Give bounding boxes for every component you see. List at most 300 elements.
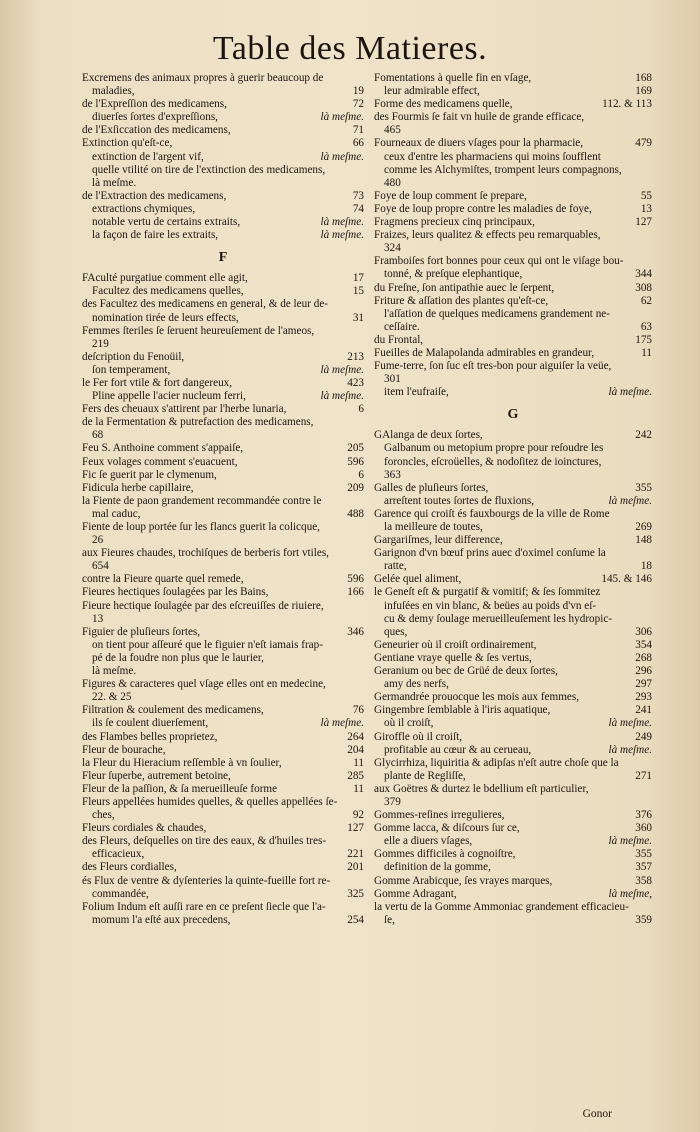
index-entry <box>374 757 652 770</box>
entry-text: Foye de loup propre contre les maladies de foye, <box>374 202 592 215</box>
entry-text: 465 <box>384 124 401 137</box>
index-entry <box>374 216 652 229</box>
entry-text: 22. & 25 <box>92 691 132 704</box>
entry-page-ref: 127 <box>347 822 364 835</box>
entry-text: de l'Exſiccation des medicamens, <box>82 124 231 137</box>
index-entry <box>82 338 364 351</box>
entry-page-ref: 92 <box>352 809 364 822</box>
entry-page-ref: 71 <box>352 124 364 137</box>
index-entry <box>82 901 364 914</box>
entry-page-ref: 166 <box>347 586 364 599</box>
entry-text: Fiente de loup portée ſur les flancs guerit la colicque, <box>82 521 320 533</box>
entry-page-ref: 268 <box>635 651 652 664</box>
index-entry <box>82 770 364 783</box>
entry-page-ref: 145. & 146 <box>601 573 652 586</box>
index-entry <box>374 124 652 137</box>
index-entry <box>82 796 364 809</box>
entry-page-ref: 18 <box>640 560 652 573</box>
entry-page-ref: 293 <box>635 691 652 704</box>
entry-page-ref: là meſme. <box>320 111 364 124</box>
entry-text: Gingembre ſemblable à l'iris aquatique, <box>374 704 551 717</box>
entry-text: FAculté purgatiue comment elle agit, <box>82 272 248 285</box>
index-column-right <box>374 72 652 927</box>
index-entry <box>374 796 652 809</box>
index-entry <box>374 282 652 295</box>
index-entry <box>82 229 364 242</box>
entry-text: Geneurier où il croiſt ordinairement, <box>374 638 537 651</box>
entry-page-ref: 596 <box>347 573 364 586</box>
entry-text: Extinction qu'eſt-ce, <box>82 137 173 150</box>
entry-text: arreſtent toutes ſortes de fluxions, <box>384 494 535 507</box>
index-entry <box>82 429 364 442</box>
entry-page-ref: 72 <box>352 98 364 111</box>
index-entry <box>374 164 652 177</box>
entry-text: du Frontal, <box>374 333 424 346</box>
entry-text: ceſſaire. <box>384 320 420 333</box>
entry-page-ref: 355 <box>635 481 652 494</box>
entry-text: la Fiente de paon grandement recommandée contre le <box>82 494 322 507</box>
entry-page-ref: 354 <box>635 638 652 651</box>
index-entry <box>374 85 652 98</box>
entry-page-ref: 112. & 113 <box>602 98 652 111</box>
entry-text: où il croiſt, <box>384 717 434 730</box>
entry-text: ceux d'entre les pharmaciens qui moins ſoufflent <box>384 150 601 163</box>
index-entry <box>374 586 652 599</box>
entry-page-ref: 346 <box>347 625 364 638</box>
entry-text: notable vertu de certains extraits, <box>92 216 241 229</box>
entry-page-ref: 241 <box>635 704 652 717</box>
entry-text: 219 <box>92 337 109 350</box>
entry-page-ref: 271 <box>635 769 652 782</box>
entry-text: aux Fieures chaudes, trochiſques de berberis fort vtiles, <box>82 547 329 560</box>
entry-page-ref: 306 <box>635 625 652 638</box>
entry-text: l'aſſation de quelques medicamens grandement ne- <box>384 307 610 320</box>
entry-page-ref: 148 <box>635 534 652 547</box>
index-entry <box>374 914 652 927</box>
index-entry <box>82 137 364 150</box>
entry-text: mal caduc, <box>92 507 141 520</box>
entry-text: Gomme lacca, & diſcours ſur ce, <box>374 822 520 835</box>
entry-text: Friture & aſſation des plantes qu'eſt-ce, <box>374 294 549 307</box>
entry-page-ref: 76 <box>352 704 364 717</box>
index-entry <box>374 268 652 281</box>
index-entry <box>82 190 364 203</box>
entry-text: ils ſe coulent diuerſement, <box>92 717 209 730</box>
index-entry <box>82 203 364 216</box>
entry-page-ref: 201 <box>347 861 364 874</box>
index-entry <box>82 704 364 717</box>
entry-page-ref: là meſme. <box>608 494 652 507</box>
entry-text: Folium Indum eſt auſſi rare en ce preſent ſiecle que l'a- <box>82 900 326 913</box>
entry-text: ches, <box>92 809 115 822</box>
index-entry <box>82 164 364 177</box>
index-entry <box>82 613 364 626</box>
entry-text: des Fleurs cordialles, <box>82 861 177 874</box>
index-entry <box>374 534 652 547</box>
index-entry <box>82 390 364 403</box>
entry-text: quelle vtilité on tire de l'extinction des medicamens, <box>92 163 326 176</box>
index-entry <box>374 888 652 901</box>
index-entry <box>374 72 652 85</box>
index-entry <box>374 731 652 744</box>
entry-text: 301 <box>384 373 401 386</box>
index-entry <box>82 914 364 927</box>
entry-text: Garignon d'vn bœuf prins auec d'oximel conſume la <box>374 547 606 560</box>
index-entry <box>82 85 364 98</box>
index-entry <box>82 216 364 229</box>
entry-page-ref: 62 <box>640 294 652 307</box>
entry-page-ref: 376 <box>635 809 652 822</box>
entry-page-ref: 242 <box>635 429 652 442</box>
index-entry <box>82 111 364 124</box>
index-entry <box>374 360 652 373</box>
index-entry <box>374 521 652 534</box>
index-entry <box>374 495 652 508</box>
entry-text: le Fer fort vtile & fort dangereux, <box>82 376 233 389</box>
entry-text: Geranium ou bec de Grüé de deux ſortes, <box>374 665 558 678</box>
entry-page-ref: 13 <box>640 202 652 215</box>
section-letter: F <box>218 250 228 266</box>
index-entry <box>374 203 652 216</box>
index-entry <box>82 586 364 599</box>
entry-text: des Fleurs, deſquelles on tire des eaux, & d'huiles tres- <box>82 835 327 848</box>
entry-text: contre la Fieure quarte quel remede, <box>82 573 244 586</box>
entry-page-ref: 175 <box>635 333 652 346</box>
entry-text: Fieure hectique ſoulagée par des eſcreuiſſes de riuiere, <box>82 599 324 612</box>
index-entry <box>374 560 652 573</box>
index-entry <box>374 98 652 111</box>
entry-page-ref: 344 <box>635 268 652 281</box>
index-entry <box>82 534 364 547</box>
entry-text: tonné, & preſque elephantique, <box>384 268 523 281</box>
entry-page-ref: 358 <box>635 874 652 887</box>
index-entry <box>374 744 652 757</box>
entry-text: Fic ſe guerit par le clymenum, <box>82 468 217 481</box>
entry-text: infuſées en vin blanc, & beües au poids d'vn eſ- <box>384 599 597 612</box>
entry-text: ratte, <box>384 560 407 573</box>
entry-page-ref: là meſme. <box>320 717 364 730</box>
index-entry <box>374 861 652 874</box>
page-title: Table des Matieres. <box>212 30 488 67</box>
index-entry <box>82 848 364 861</box>
entry-text: Galbanum ou metopium propre pour reſoudre les <box>384 442 604 455</box>
index-entry <box>374 373 652 386</box>
index-entry <box>374 508 652 521</box>
entry-page-ref: 17 <box>352 272 364 285</box>
entry-page-ref: 360 <box>635 822 652 835</box>
index-entry <box>82 482 364 495</box>
entry-text: là meſme. <box>92 176 137 189</box>
index-entry <box>374 848 652 861</box>
entry-page-ref: 169 <box>635 85 652 98</box>
index-entry <box>82 442 364 455</box>
index-entry <box>82 495 364 508</box>
entry-text: Femmes ſteriles ſe ſeruent heureuſement de l'ameos, <box>82 324 315 337</box>
entry-page-ref: 297 <box>635 678 652 691</box>
entry-text: Gargariſmes, leur difference, <box>374 534 503 547</box>
index-entry <box>374 429 652 442</box>
entry-text: amy des nerfs, <box>384 678 449 691</box>
index-entry <box>82 678 364 691</box>
index-entry <box>374 704 652 717</box>
entry-page-ref: 209 <box>347 481 364 494</box>
index-entry <box>374 626 652 639</box>
index-entry <box>82 875 364 888</box>
index-entry <box>374 347 652 360</box>
index-entry <box>374 613 652 626</box>
index-entry <box>82 403 364 416</box>
entry-text: Gommes difficiles à cognoiſtre, <box>374 848 516 861</box>
index-entry <box>374 809 652 822</box>
entry-text: leur admirable effect, <box>384 85 480 98</box>
index-entry <box>374 835 652 848</box>
entry-text: Galles de pluſieurs ſortes, <box>374 481 489 494</box>
index-entry <box>82 124 364 137</box>
index-entry <box>82 744 364 757</box>
index-entry <box>82 573 364 586</box>
entry-page-ref: 308 <box>635 281 652 294</box>
entry-text: Gelée quel aliment, <box>374 573 462 586</box>
index-entry <box>374 573 652 586</box>
entry-text: 13 <box>92 612 104 625</box>
index-entry <box>82 351 364 364</box>
entry-page-ref: 423 <box>347 376 364 389</box>
index-entry <box>374 639 652 652</box>
entry-page-ref: 359 <box>635 913 652 926</box>
entry-text: momum l'a eſté aux precedens, <box>92 913 231 926</box>
entry-text: pé de la foudre non plus que le laurier, <box>92 651 264 664</box>
entry-text: Gommes-reſines irregulieres, <box>374 809 505 822</box>
index-entry <box>374 901 652 914</box>
index-entry <box>374 442 652 455</box>
index-entry <box>82 731 364 744</box>
index-entry <box>82 783 364 796</box>
index-entry <box>82 98 364 111</box>
entry-text: Forme des medicamens quelle, <box>374 98 513 111</box>
index-entry <box>82 717 364 730</box>
entry-page-ref: là meſme. <box>608 386 652 399</box>
entry-text: là meſme. <box>92 665 137 678</box>
entry-text: Filtration & coulement des medicamens, <box>82 704 264 717</box>
index-entry <box>82 665 364 678</box>
entry-page-ref: 264 <box>347 730 364 743</box>
entry-text: Germandrée prouocque les mois aux femmes, <box>374 691 580 704</box>
index-entry <box>82 377 364 390</box>
index-entry <box>374 456 652 469</box>
entry-text: aux Goëtres & durtez le bdellium eſt particulier, <box>374 782 589 795</box>
entry-text: diuerſes ſortes d'expreſſions, <box>92 111 218 124</box>
index-entry <box>82 272 364 285</box>
index-entry <box>82 456 364 469</box>
entry-page-ref: 11 <box>641 346 652 359</box>
entry-text: Fidicula herbe capillaire, <box>82 481 194 494</box>
index-entry <box>374 652 652 665</box>
entry-text: 26 <box>92 534 104 547</box>
entry-text: Fueilles de Malapolanda admirables en grandeur, <box>374 346 595 359</box>
entry-page-ref: 127 <box>635 216 652 229</box>
index-column-left <box>82 72 364 927</box>
index-entry <box>374 469 652 482</box>
index-entry <box>374 242 652 255</box>
index-entry <box>374 822 652 835</box>
index-entry <box>82 547 364 560</box>
index-entry <box>82 639 364 652</box>
entry-text: GAlanga de deux ſortes, <box>374 429 483 442</box>
entry-page-ref: 66 <box>352 137 364 150</box>
entry-page-ref: là meſme. <box>320 390 364 403</box>
section-letter: G <box>507 407 519 423</box>
entry-text: nomination tirée de leurs effects, <box>92 311 239 324</box>
entry-text: ſon temperament, <box>92 363 171 376</box>
entry-page-ref: 11 <box>353 782 364 795</box>
index-entry <box>82 626 364 639</box>
index-entry <box>82 285 364 298</box>
index-entry <box>374 717 652 730</box>
index-entry <box>374 770 652 783</box>
index-entry <box>374 482 652 495</box>
entry-text: Fleurs appellées humides quelles, & quelles appellées ſe- <box>82 795 338 808</box>
index-entry <box>82 72 364 85</box>
index-entry <box>82 416 364 429</box>
entry-page-ref: 479 <box>635 137 652 150</box>
index-entry <box>374 308 652 321</box>
entry-page-ref: 31 <box>352 311 364 324</box>
entry-page-ref: 596 <box>347 455 364 468</box>
entry-page-ref: 6 <box>358 403 364 416</box>
catchword: Gonor <box>582 1108 612 1120</box>
index-entry <box>374 321 652 334</box>
entry-text: de l'Expreſſion des medicamens, <box>82 98 227 111</box>
index-entry <box>374 137 652 150</box>
entry-text: 379 <box>384 795 401 808</box>
entry-text: des Fourmis ſe fait vn huile de grande efficace, <box>374 111 585 124</box>
entry-text: deſcription du Fenoüil, <box>82 350 185 363</box>
entry-text: cu & demy ſoulage merueilleuſement les hydropic- <box>384 612 613 625</box>
index-entry <box>374 111 652 124</box>
index-entry <box>374 600 652 613</box>
entry-page-ref: là meſme. <box>608 743 652 756</box>
index-entry <box>82 691 364 704</box>
entry-text: des Flambes belles proprietez, <box>82 730 218 743</box>
index-entry <box>82 151 364 164</box>
entry-text: maladies, <box>92 85 135 98</box>
index-entry <box>374 547 652 560</box>
index-entry <box>374 151 652 164</box>
index-entry <box>82 861 364 874</box>
entry-text: Fleur de la paſſion, & ſa merueilleuſe forme <box>82 782 278 795</box>
index-entry <box>374 255 652 268</box>
index-entry <box>82 298 364 311</box>
entry-page-ref: là meſme. <box>320 229 364 242</box>
entry-page-ref: 205 <box>347 442 364 455</box>
entry-text: Giroffle où il croiſt, <box>374 730 463 743</box>
entry-text: Glycirrhiza, liquiritia & adipſas n'eſt autre choſe que la <box>374 756 619 769</box>
entry-text: 68 <box>92 429 104 442</box>
entry-page-ref: 213 <box>347 350 364 363</box>
entry-page-ref: 296 <box>635 665 652 678</box>
entry-text: Foye de loup comment ſe prepare, <box>374 189 527 202</box>
index-entry <box>82 835 364 848</box>
entry-text: Fraizes, leurs qualitez & effects peu remarquables, <box>374 229 601 242</box>
entry-page-ref: 357 <box>635 861 652 874</box>
index-entry <box>82 364 364 377</box>
entry-page-ref: 11 <box>353 756 364 769</box>
index-entry <box>82 177 364 190</box>
entry-text: Feu S. Anthoine comment s'appaiſe, <box>82 442 244 455</box>
entry-text: commandée, <box>92 887 149 900</box>
index-entry <box>374 334 652 347</box>
entry-page-ref: 73 <box>352 189 364 202</box>
entry-page-ref: 269 <box>635 521 652 533</box>
entry-page-ref: là meſme, <box>608 887 652 900</box>
entry-text: Excremens des animaux propres à guerir beaucoup de <box>82 72 324 84</box>
entry-text: Framboiſes fort bonnes pour ceux qui ont le viſage bou- <box>374 255 624 268</box>
entry-text: Fieures hectiques ſoulagées par les Bains, <box>82 586 269 599</box>
entry-text: Gomme Adragant, <box>374 887 457 900</box>
entry-text: de la Fermentation & putrefaction des medicamens, <box>82 416 314 429</box>
index-entry <box>374 665 652 678</box>
entry-text: Gomme Arabicque, ſes vrayes marques, <box>374 874 553 887</box>
entry-text: 480 <box>384 176 401 189</box>
entry-text: Facultez des medicamens quelles, <box>92 285 244 298</box>
entry-text: 363 <box>384 468 401 481</box>
entry-text: Fume-terre, ſon ſuc eſt tres-bon pour aiguiſer la veüe, <box>374 360 612 373</box>
index-entry <box>374 177 652 190</box>
entry-page-ref: 285 <box>347 769 364 782</box>
entry-text: ſe, <box>384 913 395 926</box>
entry-text: le Geneſt eſt & purgatif & vomitif; & ſes ſommitez <box>374 586 601 599</box>
entry-page-ref: 168 <box>635 72 652 84</box>
entry-page-ref: 6 <box>358 468 364 481</box>
entry-page-ref: 204 <box>347 743 364 756</box>
entry-text: la vertu de la Gomme Ammoniac grandement efficacieu- <box>374 900 629 913</box>
entry-text: profitable au cœur & au cerueau, <box>384 743 532 756</box>
entry-page-ref: 15 <box>352 285 364 298</box>
entry-text: extinction de l'argent vif, <box>92 150 204 163</box>
entry-text: foroncles, eſcroüelles, & nodoſitez de ioinctures, <box>384 455 602 468</box>
entry-text: extractions chymiques, <box>92 202 196 215</box>
index-entry <box>82 888 364 901</box>
entry-page-ref: là meſme. <box>608 835 652 848</box>
entry-page-ref: 488 <box>347 507 364 520</box>
entry-text: Fleur de bourache, <box>82 743 166 756</box>
index-entry <box>82 325 364 338</box>
index-entry <box>82 600 364 613</box>
index-entry <box>82 822 364 835</box>
index-entry <box>82 469 364 482</box>
entry-text: du Freſne, ſon antipathie auec le ſerpent, <box>374 281 555 294</box>
entry-page-ref: 19 <box>352 85 364 98</box>
entry-text: la façon de faire les extraits, <box>92 229 219 242</box>
index-entry <box>374 386 652 399</box>
entry-page-ref: là meſme. <box>320 150 364 163</box>
entry-text: on tient pour aſſeuré que le figuier n'eſt iamais frap- <box>92 638 323 651</box>
index-entry <box>374 678 652 691</box>
entry-text: ques, <box>384 625 408 638</box>
entry-page-ref: 254 <box>347 913 364 926</box>
entry-text: Garence qui croiſt és fauxbourgs de la ville de Rome <box>374 507 610 520</box>
entry-page-ref: là meſme. <box>320 363 364 376</box>
entry-text: Fourneaux de diuers vſages pour la pharmacie, <box>374 137 584 150</box>
entry-page-ref: là meſme. <box>608 717 652 730</box>
entry-text: efficacieux, <box>92 848 145 861</box>
entry-text: Pline appelle l'acier nucleum ferri, <box>92 390 246 403</box>
entry-page-ref: 325 <box>347 887 364 900</box>
index-entry <box>374 875 652 888</box>
entry-text: Figuier de pluſieurs ſortes, <box>82 625 201 638</box>
entry-page-ref: 249 <box>635 730 652 743</box>
entry-text: Fers des cheuaux s'attirent par l'herbe lunaria, <box>82 403 287 416</box>
